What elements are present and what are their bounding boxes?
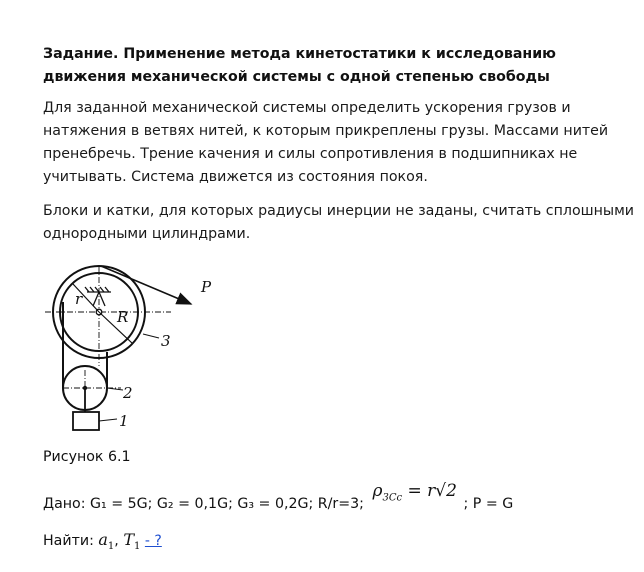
figure-caption: Рисунок 6.1 — [43, 449, 131, 465]
label-P: P — [201, 278, 212, 296]
label-3: 3 — [161, 332, 171, 350]
find-line: Найти: $a_1$, $T_1$ - ? — [43, 530, 162, 553]
load-body-1 — [73, 412, 99, 430]
unknown-T1: $T_1$ — [123, 530, 141, 553]
find-label: Найти: — [43, 533, 94, 549]
given-line — [43, 480, 513, 516]
rho-formula: $\rho_{3Сс} = r√2$ — [372, 481, 457, 504]
force-thread — [101, 266, 191, 304]
mechanism-figure — [43, 262, 228, 438]
label-1: 1 — [119, 412, 129, 430]
label-2: 2 — [123, 384, 133, 402]
question-mark-link[interactable]: - ? — [144, 533, 162, 549]
page — [43, 0, 644, 572]
label-r: r — [75, 290, 83, 308]
given-suffix: ; P = G — [463, 496, 514, 512]
task-paragraph-2: Блоки и катки, для которых радиусы инерции не заданы, считать сплошными однородными цилиндрами. — [43, 203, 635, 242]
ceiling-support — [85, 287, 111, 306]
task-title: Задание. Применение метода кинетостатики к исследованию движения механической системы с одной степенью свободы — [43, 46, 556, 85]
unknown-a1: $a_1$ — [98, 530, 115, 553]
given-prefix: Дано: G₁ = 5G; G₂ = 0,1G; G₃ = 0,2G; R/r=3; — [43, 496, 364, 512]
task-paragraph-1: Для заданной механической системы определить ускорения грузов и натяжения в ветвях нитей, к которым прикреплены грузы. Массами нитей пренебречь. Трение качения и силы сопротивления в подшипниках не учитывать. Система движется из состояния покоя. — [43, 100, 609, 185]
label-R: R — [117, 308, 129, 326]
